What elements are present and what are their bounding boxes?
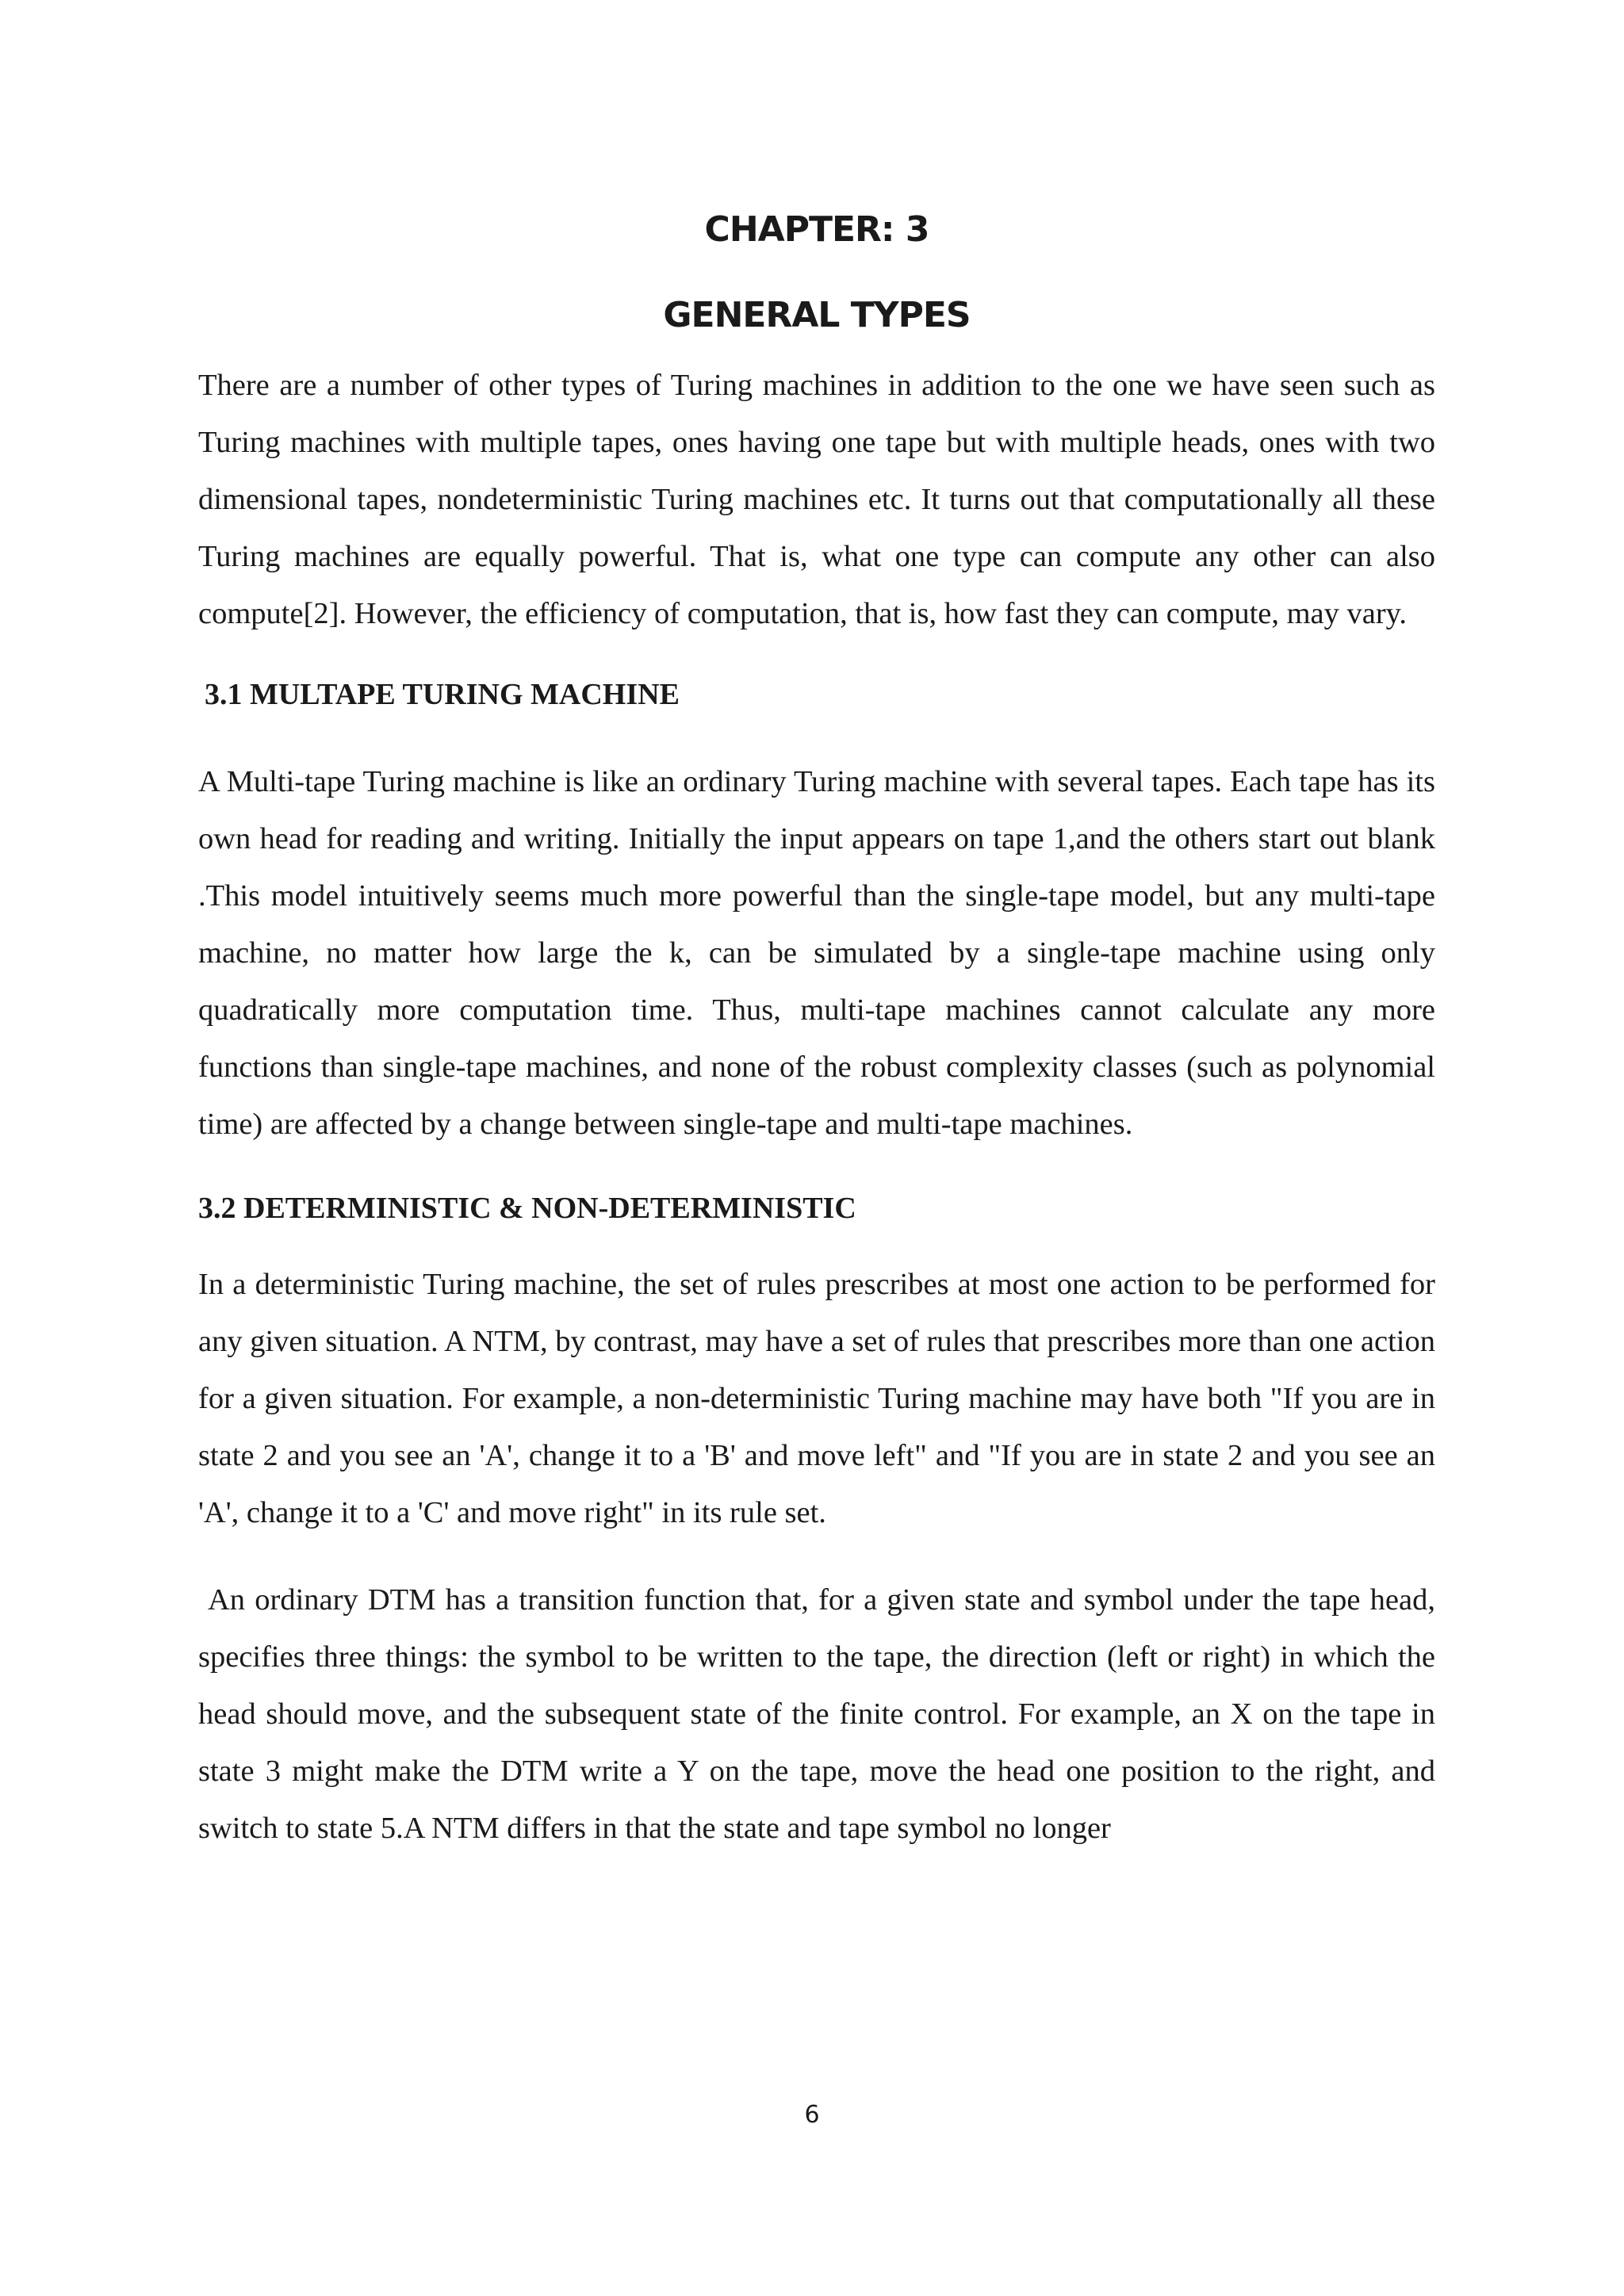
intro-paragraph: There are a number of other types of Turing machines in addition to the one we have seen such as Turing machines with multiple tapes, ones having one tape but with multiple heads, ones with two dimensional tapes, nondeterministic Turing machines etc. It turns out that computationally all these Turing machines are equally powerful. That is, what one type can compute any other can also compute[2]. However, the efficiency of computation, that is, how fast they can compute, may vary. <box>198 369 1435 630</box>
section-heading-3-2: 3.2 DETERMINISTIC & NON-DETERMINISTIC <box>198 1192 856 1225</box>
page-number: 6 <box>804 2101 820 2129</box>
chapter-title: GENERAL TYPES <box>663 295 971 335</box>
section-3-2-paragraph-1: In a deterministic Turing machine, the set of rules prescribes at most one action to be performed for any given situation. A NTM, by contrast, may have a set of rules that prescribes more than one action for a given situation. For example, a non-deterministic Turing machine may have both "If you are in state 2 and you see an 'A', change it to a 'B' and move left" and "If you are in state 2 and you see an 'A', change it to a 'C' and move right" in its rule set. <box>198 1268 1435 1529</box>
section-3-1-paragraph: A Multi-tape Turing machine is like an ordinary Turing machine with several tapes. Each tape has its own head for reading and writing. Initially the input appears on tape 1,and the others start out blank .This model intuitively seems much more powerful than the single-tape model, but any multi-tape machine, no matter how large the k, can be simulated by a single-tape machine using only quadratically more computation time. Thus, multi-tape machines cannot calculate any more functions than single-tape machines, and none of the robust complexity classes (such as polynomial time) are affected by a change between single-tape and multi-tape machines. <box>198 765 1435 1141</box>
chapter-number: CHAPTER: 3 <box>704 209 929 250</box>
section-3-2-paragraph-2: An ordinary DTM has a transition function that, for a given state and symbol under the tape head, specifies three things: the symbol to be written to the tape, the direction (left or right) in which the head should move, and the subsequent state of the finite control. For example, an X on the tape in state 3 might make the DTM write a Y on the tape, move the head one position to the right, and switch to state 5.A NTM differs in that the state and tape symbol no longer <box>198 1583 1435 1845</box>
section-heading-3-1: 3.1 MULTAPE TURING MACHINE <box>205 678 680 711</box>
document-page <box>198 198 1435 1857</box>
